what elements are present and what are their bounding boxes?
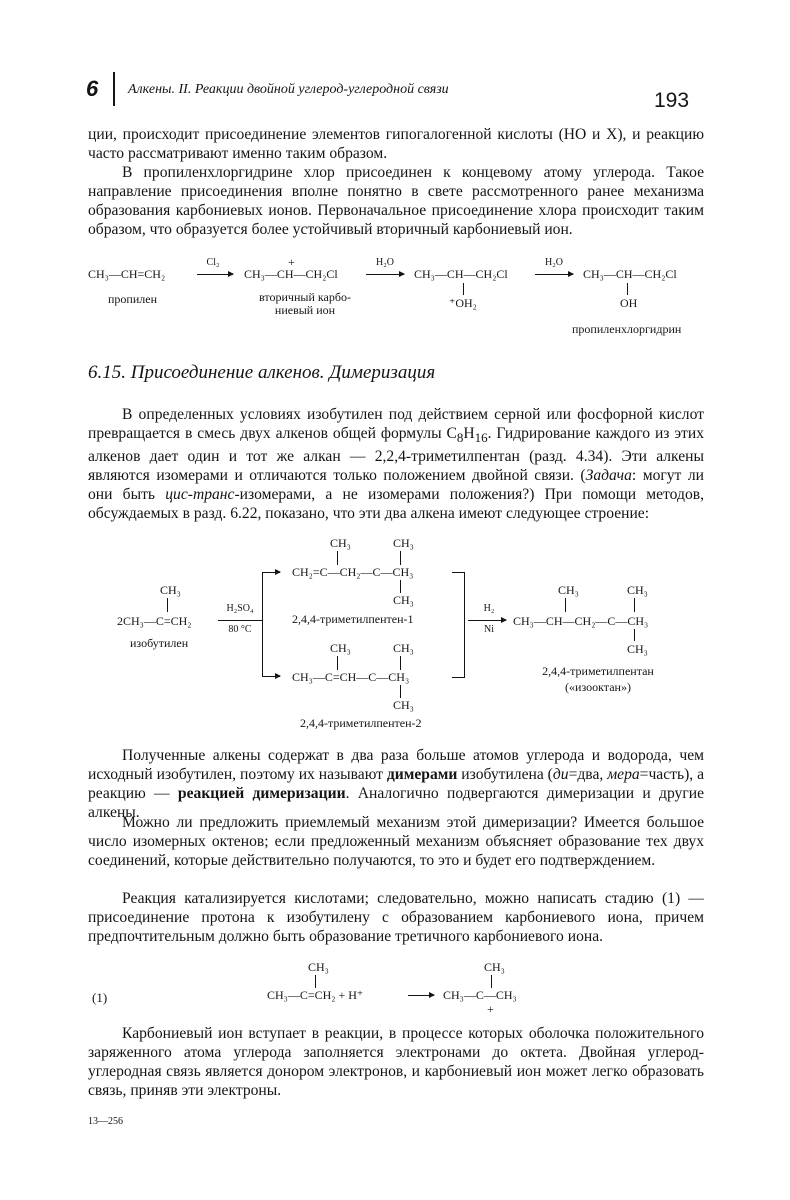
bond-line [565,598,566,612]
chapter-number: 6 [86,76,99,101]
term-dimerization: реакцией димеризации [177,785,346,802]
text-run: цис-транс- [165,486,240,504]
alkene1-methyl-1: CH₃ [330,536,351,550]
chlorohydrin-label: пропиленхлоргидрин [572,322,682,336]
text-run: =часть), а реакцию — [88,766,704,802]
reactant-methyl: CH₃ [308,960,329,974]
branch-arrow [262,572,280,573]
text-run: Полученные алкены содержат в два раза больше атомов углерода и водорода, чем исходный изобутилен, поэтому их называют [88,747,704,783]
text-run: =два, [568,766,608,783]
reaction-arrow [468,620,506,621]
alkane-name: 2,4,4-триметилпентан [542,664,654,678]
printer-signature: 13—256 [88,1116,123,1127]
reaction-arrow [366,274,404,275]
text-run: . Гидрирование каждого из этих алкенов дает один и тот же алкан — 2,2,4-триметилпентан (разд. 4.34). Эти алкены являются изомерами и отличаются только положением двойной связи. ( [88,425,705,485]
isobutylene-label: изобутилен [130,636,189,650]
alkene1-formula: CH₂=C—CH₂—C—CH₃ [292,565,414,579]
propylene-label: пропилен [108,292,158,306]
text-run: изобутилена ( [457,766,553,783]
paragraph-1: ции, происходит присоединение элементов гипогалогенной кислоты (HO и X), и реакцию часто рассматривают именно таким образом. [88,126,704,162]
cation-charge: + [487,1002,494,1016]
alkane-methyl-3: CH₃ [627,642,648,656]
reagent-h2o-2: H₂O [545,257,563,268]
text-run: 16 [474,430,488,446]
text-run: Задача [585,467,632,485]
bond-line [491,975,492,988]
bond-line [463,283,464,295]
fraction-line [218,620,262,621]
step-label: (1) [92,990,108,1005]
catalyst-temperature: 80 °C [228,624,252,635]
alkene1-methyl-2: CH₃ [393,536,414,550]
bond-line [337,551,338,565]
bond-line [400,551,401,565]
hydroxyl-group: OH [620,296,638,310]
alkene1-methyl-3: CH₃ [393,593,414,607]
alkene2-formula: CH₃—C=CH—C—CH₃ [292,670,410,684]
bond-line [627,283,628,295]
product-methyl: CH₃ [484,960,505,974]
isobutylene-formula: 2CH₃—C=CH₂ [117,614,192,628]
alkene1-name: 2,4,4-триметилпентен-1 [292,612,414,626]
reaction-arrow [197,274,233,275]
text-run: В определенных условиях изобутилен под действием серной или фосфорной кислот превращается в смесь двух алкенов общей формулы C [88,406,704,442]
oxonium-formula: CH₃—CH—CH₂Cl [414,267,508,281]
header-divider [113,72,115,106]
bond-line [315,975,316,988]
alkene2-methyl-3: CH₃ [393,698,414,712]
bracket-left [262,572,263,676]
catalyst-ni: Ni [484,624,494,635]
text-run: : могут ли они быть [88,467,704,504]
propylene-formula: CH₃—CH=CH₂ [88,267,166,281]
cation-formula: CH₃—CH—CH₂Cl [244,267,338,281]
bond-line [400,580,401,593]
section-title: 6.15. Присоединение алкенов. Димеризация [88,362,436,383]
term-dimers: димерами [386,766,458,783]
text-run: 8 [456,430,464,446]
alkene2-name: 2,4,4-триметилпентен-2 [300,716,422,730]
alkene2-methyl-2: CH₃ [393,641,414,655]
bond-line [400,685,401,698]
bond-line [167,598,168,612]
cation-label-line2: ниевый ион [274,303,336,317]
text-run: H [463,425,475,442]
reagent-h2o-1: H₂O [376,257,394,268]
alkane-methyl-1: CH₃ [558,583,579,597]
protonation-reactant: CH₃—C=CH₂ + H⁺ [267,988,364,1002]
oxonium-group: ⁺OH₂ [449,296,477,310]
paragraph-4 [88,746,704,822]
reaction-arrow [535,274,573,275]
reagent-h2: H₂ [483,603,495,614]
text-run: мера [607,766,640,783]
paragraph-6: Реакция катализируется кислотами; следовательно, можно написать стадию (1) — присоединение протона к изобутилену с образованием карбониевого иона, причем предпочтительным должно быть образование третичного карбониевого иона. [88,890,704,945]
tert-butyl-cation: CH₃—C—CH₃ [443,988,517,1002]
bond-line [634,598,635,612]
paragraph-3 [88,405,704,523]
reagent-cl2: Cl₂ [206,257,220,268]
branch-arrow [262,676,280,677]
bracket-right [464,572,465,678]
page-number: 193 [654,89,690,112]
bond-line [634,629,635,641]
chapter-title: Алкены. II. Реакции двойной углерод-углеродной связи [128,82,449,97]
paragraph-7: Карбониевый ион вступает в реакции, в процессе которых оболочка положительного заряженного атома углерода заполняется электронами до октета. Двойная углерод-углеродная связь является донором электронов, и карбониевый ион может легко образовать связь, приняв эти электроны. [88,1025,704,1099]
text-run: ди [552,766,569,783]
isobutylene-methyl: CH₃ [160,583,181,597]
paragraph-5: Можно ли предложить приемлемый механизм этой димеризации? Имеется большое число изомерных октенов; если предложенный механизм объясняет образование тех двух соединений, которые действительно получаются, то это и будет его подтверждением. [88,814,704,869]
bond-line [452,677,464,678]
alkane-formula: CH₃—CH—CH₂—C—CH₃ [513,614,649,628]
catalyst-h2so4: H₂SO₄ [226,603,254,614]
alkane-methyl-2: CH₃ [627,583,648,597]
text-run: изомерами, а не изомерами положения?) При помощи методов, обсуждаемых в разд. 6.22, показано, что эти два алкена имеют следующее строение: [88,486,704,523]
text-run: . Аналогично подвергаются димеризации и другие алкены. [88,785,704,821]
bond-line [452,572,464,573]
reaction-arrow [408,995,434,996]
chlorohydrin-formula: CH₃—CH—CH₂Cl [583,267,677,281]
bond-line [337,656,338,670]
paragraph-2: В пропиленхлоргидрине хлор присоединен к концевому атому углерода. Такое направление присоединения вполне понятно в свете рассмотренного ранее механизма образования карбониевых ионов. Первоначальное присоединение хлора происходит таким образом, что образуется более устойчивый вторичный карбониевый ион. [88,164,704,238]
bond-line [400,656,401,670]
alkane-trivial-name: («изооктан») [565,680,631,694]
cation-label-line1: вторичный карбо- [259,290,351,304]
alkene2-methyl-1: CH₃ [330,641,351,655]
cation-charge: + [288,255,295,269]
